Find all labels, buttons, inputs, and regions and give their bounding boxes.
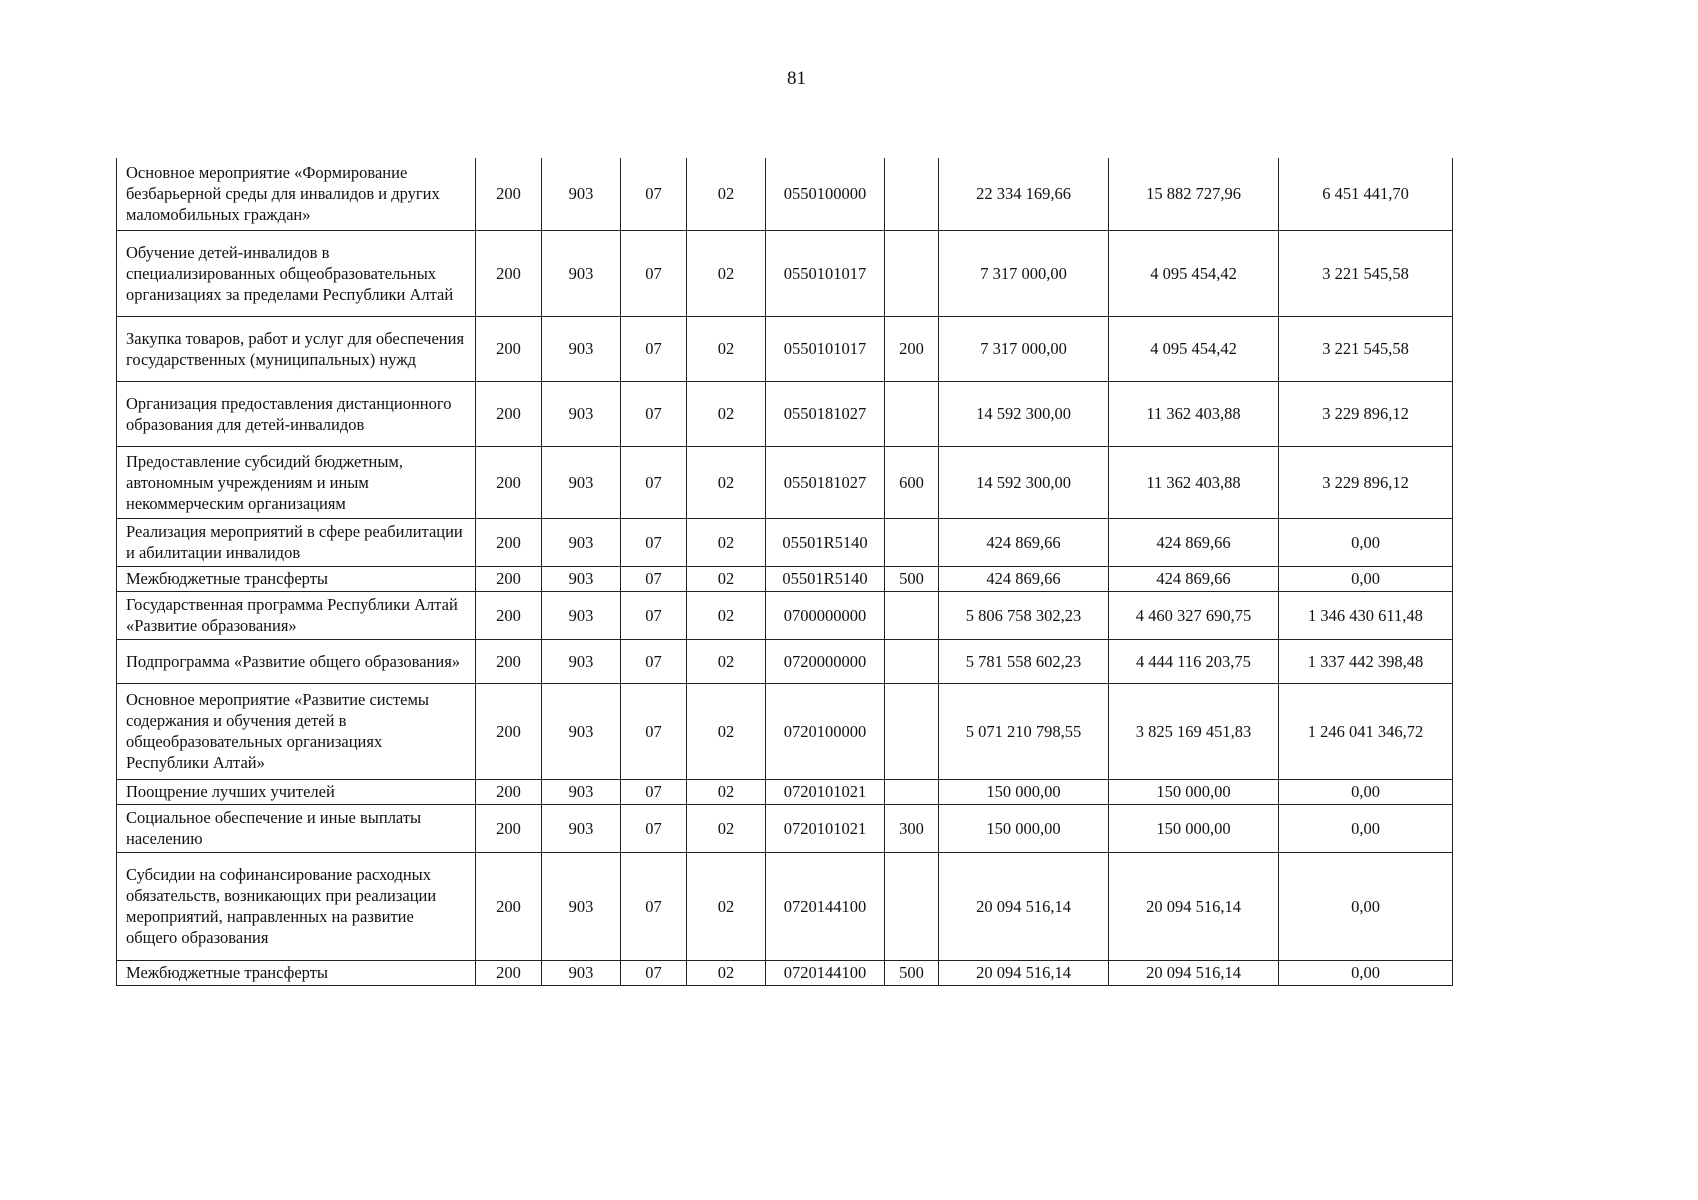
code2-cell: 903 bbox=[542, 316, 621, 381]
code4-cell: 02 bbox=[687, 230, 766, 316]
code3-cell: 07 bbox=[621, 230, 687, 316]
value1-cell: 7 317 000,00 bbox=[939, 316, 1109, 381]
code2-cell: 903 bbox=[542, 566, 621, 591]
value3-cell: 0,00 bbox=[1279, 852, 1453, 960]
value1-cell: 20 094 516,14 bbox=[939, 960, 1109, 985]
code2-cell: 903 bbox=[542, 158, 621, 230]
table-body bbox=[117, 158, 1453, 985]
code2-cell: 903 bbox=[542, 804, 621, 852]
target-code-cell: 0720144100 bbox=[766, 960, 885, 985]
expense-type-cell bbox=[885, 852, 939, 960]
value1-cell: 14 592 300,00 bbox=[939, 446, 1109, 518]
code2-cell: 903 bbox=[542, 779, 621, 804]
row-name-cell: Подпрограмма «Развитие общего образования» bbox=[117, 639, 476, 683]
value2-cell: 4 095 454,42 bbox=[1109, 230, 1279, 316]
code2-cell: 903 bbox=[542, 230, 621, 316]
expense-type-cell: 200 bbox=[885, 316, 939, 381]
expense-type-cell bbox=[885, 779, 939, 804]
code1-cell: 200 bbox=[476, 683, 542, 779]
row-name-cell: Закупка товаров, работ и услуг для обеспечения государственных (муниципальных) нужд bbox=[117, 316, 476, 381]
target-code-cell: 0550101017 bbox=[766, 230, 885, 316]
code4-cell: 02 bbox=[687, 591, 766, 639]
value3-cell: 0,00 bbox=[1279, 566, 1453, 591]
value2-cell: 3 825 169 451,83 bbox=[1109, 683, 1279, 779]
table-row bbox=[117, 804, 1453, 852]
row-name-cell: Социальное обеспечение и иные выплаты населению bbox=[117, 804, 476, 852]
code1-cell: 200 bbox=[476, 230, 542, 316]
value3-cell: 1 246 041 346,72 bbox=[1279, 683, 1453, 779]
code4-cell: 02 bbox=[687, 446, 766, 518]
value2-cell: 4 095 454,42 bbox=[1109, 316, 1279, 381]
expense-type-cell bbox=[885, 230, 939, 316]
expense-type-cell: 500 bbox=[885, 960, 939, 985]
target-code-cell: 0720100000 bbox=[766, 683, 885, 779]
code1-cell: 200 bbox=[476, 158, 542, 230]
code4-cell: 02 bbox=[687, 683, 766, 779]
value3-cell: 0,00 bbox=[1279, 779, 1453, 804]
target-code-cell: 0720144100 bbox=[766, 852, 885, 960]
code4-cell: 02 bbox=[687, 804, 766, 852]
value3-cell: 3 229 896,12 bbox=[1279, 381, 1453, 446]
value2-cell: 424 869,66 bbox=[1109, 518, 1279, 566]
table-row bbox=[117, 852, 1453, 960]
value1-cell: 5 071 210 798,55 bbox=[939, 683, 1109, 779]
expense-type-cell bbox=[885, 518, 939, 566]
target-code-cell: 0550101017 bbox=[766, 316, 885, 381]
code2-cell: 903 bbox=[542, 960, 621, 985]
code2-cell: 903 bbox=[542, 381, 621, 446]
value3-cell: 0,00 bbox=[1279, 960, 1453, 985]
code3-cell: 07 bbox=[621, 316, 687, 381]
code4-cell: 02 bbox=[687, 316, 766, 381]
code3-cell: 07 bbox=[621, 158, 687, 230]
target-code-cell: 0700000000 bbox=[766, 591, 885, 639]
table-row bbox=[117, 591, 1453, 639]
code3-cell: 07 bbox=[621, 518, 687, 566]
target-code-cell: 0720101021 bbox=[766, 779, 885, 804]
code1-cell: 200 bbox=[476, 381, 542, 446]
value1-cell: 5 806 758 302,23 bbox=[939, 591, 1109, 639]
row-name-cell: Организация предоставления дистанционного образования для детей-инвалидов bbox=[117, 381, 476, 446]
code4-cell: 02 bbox=[687, 566, 766, 591]
target-code-cell: 0720000000 bbox=[766, 639, 885, 683]
row-name-cell: Государственная программа Республики Алтай «Развитие образования» bbox=[117, 591, 476, 639]
table-row bbox=[117, 683, 1453, 779]
value1-cell: 14 592 300,00 bbox=[939, 381, 1109, 446]
value3-cell: 3 221 545,58 bbox=[1279, 316, 1453, 381]
code1-cell: 200 bbox=[476, 518, 542, 566]
code4-cell: 02 bbox=[687, 852, 766, 960]
code3-cell: 07 bbox=[621, 566, 687, 591]
target-code-cell: 05501R5140 bbox=[766, 566, 885, 591]
code2-cell: 903 bbox=[542, 518, 621, 566]
code3-cell: 07 bbox=[621, 779, 687, 804]
code1-cell: 200 bbox=[476, 804, 542, 852]
value1-cell: 7 317 000,00 bbox=[939, 230, 1109, 316]
row-name-cell: Обучение детей-инвалидов в специализированных общеобразовательных организациях за пределами Республики Алтай bbox=[117, 230, 476, 316]
code3-cell: 07 bbox=[621, 683, 687, 779]
code4-cell: 02 bbox=[687, 779, 766, 804]
row-name-cell: Поощрение лучших учителей bbox=[117, 779, 476, 804]
row-name-cell: Основное мероприятие «Развитие системы содержания и обучения детей в общеобразовательных организациях Республики Алтай» bbox=[117, 683, 476, 779]
value3-cell: 1 337 442 398,48 bbox=[1279, 639, 1453, 683]
value3-cell: 3 221 545,58 bbox=[1279, 230, 1453, 316]
code1-cell: 200 bbox=[476, 852, 542, 960]
table-row bbox=[117, 518, 1453, 566]
value1-cell: 150 000,00 bbox=[939, 779, 1109, 804]
value3-cell: 0,00 bbox=[1279, 804, 1453, 852]
row-name-cell: Реализация мероприятий в сфере реабилитации и абилитации инвалидов bbox=[117, 518, 476, 566]
expense-type-cell bbox=[885, 381, 939, 446]
table-row bbox=[117, 639, 1453, 683]
value2-cell: 424 869,66 bbox=[1109, 566, 1279, 591]
value2-cell: 11 362 403,88 bbox=[1109, 381, 1279, 446]
expense-type-cell: 300 bbox=[885, 804, 939, 852]
value1-cell: 5 781 558 602,23 bbox=[939, 639, 1109, 683]
code4-cell: 02 bbox=[687, 158, 766, 230]
expense-type-cell bbox=[885, 683, 939, 779]
value3-cell: 6 451 441,70 bbox=[1279, 158, 1453, 230]
value1-cell: 424 869,66 bbox=[939, 566, 1109, 591]
value2-cell: 4 444 116 203,75 bbox=[1109, 639, 1279, 683]
value2-cell: 20 094 516,14 bbox=[1109, 960, 1279, 985]
expense-type-cell bbox=[885, 158, 939, 230]
code3-cell: 07 bbox=[621, 446, 687, 518]
expense-type-cell bbox=[885, 591, 939, 639]
code1-cell: 200 bbox=[476, 639, 542, 683]
code4-cell: 02 bbox=[687, 518, 766, 566]
target-code-cell: 0550181027 bbox=[766, 446, 885, 518]
code1-cell: 200 bbox=[476, 446, 542, 518]
table-row bbox=[117, 960, 1453, 985]
row-name-cell: Межбюджетные трансферты bbox=[117, 566, 476, 591]
target-code-cell: 0550100000 bbox=[766, 158, 885, 230]
row-name-cell: Предоставление субсидий бюджетным, автономным учреждениям и иным некоммерческим организациям bbox=[117, 446, 476, 518]
row-name-cell: Основное мероприятие «Формирование безбарьерной среды для инвалидов и других маломобильных граждан» bbox=[117, 158, 476, 230]
code1-cell: 200 bbox=[476, 316, 542, 381]
target-code-cell: 05501R5140 bbox=[766, 518, 885, 566]
code1-cell: 200 bbox=[476, 779, 542, 804]
table-row bbox=[117, 316, 1453, 381]
table-row bbox=[117, 381, 1453, 446]
target-code-cell: 0720101021 bbox=[766, 804, 885, 852]
code4-cell: 02 bbox=[687, 960, 766, 985]
value1-cell: 22 334 169,66 bbox=[939, 158, 1109, 230]
expense-type-cell: 500 bbox=[885, 566, 939, 591]
value2-cell: 150 000,00 bbox=[1109, 804, 1279, 852]
value1-cell: 424 869,66 bbox=[939, 518, 1109, 566]
code2-cell: 903 bbox=[542, 639, 621, 683]
code1-cell: 200 bbox=[476, 960, 542, 985]
table-row bbox=[117, 158, 1453, 230]
code2-cell: 903 bbox=[542, 683, 621, 779]
target-code-cell: 0550181027 bbox=[766, 381, 885, 446]
value2-cell: 15 882 727,96 bbox=[1109, 158, 1279, 230]
value2-cell: 20 094 516,14 bbox=[1109, 852, 1279, 960]
table-row bbox=[117, 446, 1453, 518]
page-number: 81 bbox=[787, 68, 806, 89]
code3-cell: 07 bbox=[621, 852, 687, 960]
code2-cell: 903 bbox=[542, 852, 621, 960]
expense-type-cell: 600 bbox=[885, 446, 939, 518]
value2-cell: 4 460 327 690,75 bbox=[1109, 591, 1279, 639]
code1-cell: 200 bbox=[476, 591, 542, 639]
code1-cell: 200 bbox=[476, 566, 542, 591]
value1-cell: 20 094 516,14 bbox=[939, 852, 1109, 960]
row-name-cell: Межбюджетные трансферты bbox=[117, 960, 476, 985]
value2-cell: 150 000,00 bbox=[1109, 779, 1279, 804]
value3-cell: 3 229 896,12 bbox=[1279, 446, 1453, 518]
code2-cell: 903 bbox=[542, 446, 621, 518]
budget-table bbox=[116, 158, 1453, 986]
code3-cell: 07 bbox=[621, 381, 687, 446]
code3-cell: 07 bbox=[621, 960, 687, 985]
table-row bbox=[117, 566, 1453, 591]
expense-type-cell bbox=[885, 639, 939, 683]
code3-cell: 07 bbox=[621, 591, 687, 639]
code4-cell: 02 bbox=[687, 639, 766, 683]
code3-cell: 07 bbox=[621, 639, 687, 683]
table-row bbox=[117, 779, 1453, 804]
code4-cell: 02 bbox=[687, 381, 766, 446]
value1-cell: 150 000,00 bbox=[939, 804, 1109, 852]
table-row bbox=[117, 230, 1453, 316]
code2-cell: 903 bbox=[542, 591, 621, 639]
value3-cell: 0,00 bbox=[1279, 518, 1453, 566]
value2-cell: 11 362 403,88 bbox=[1109, 446, 1279, 518]
row-name-cell: Субсидии на софинансирование расходных обязательств, возникающих при реализации мероприятий, направленных на развитие общего образования bbox=[117, 852, 476, 960]
code3-cell: 07 bbox=[621, 804, 687, 852]
value3-cell: 1 346 430 611,48 bbox=[1279, 591, 1453, 639]
